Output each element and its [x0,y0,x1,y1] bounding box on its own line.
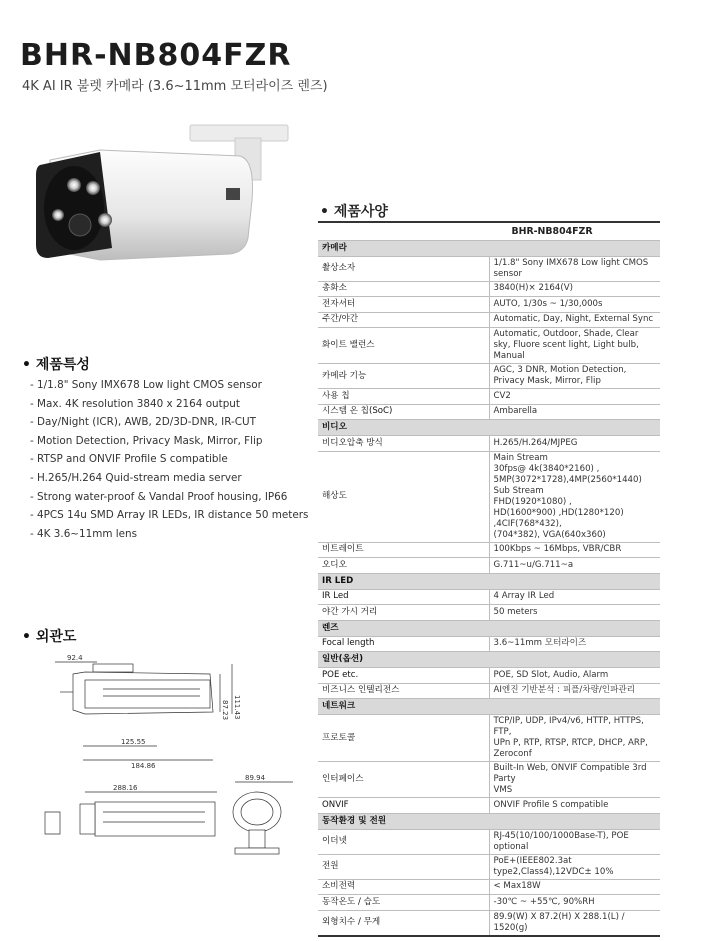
spec-category-row [318,620,660,636]
spec-value: Main Stream 30fps@ 4k(3840*2160) , 5MP(3072*1728),4MP(2560*1440) Sub Stream FHD(1920*1080) , HD(1600*900) ,HD(1280*120) ,4CIF(768*432), (704*382), VGA(640x360) [489,451,660,542]
spec-value: 4 Array IR Led [489,589,660,605]
spec-model-name: BHR-NB804FZR [318,222,660,240]
spec-category-row [318,573,660,589]
spec-value: RJ-45(10/100/1000Base-T), POE optional [489,829,660,854]
dimensions-heading: • 외관도 [22,629,77,645]
spec-value: H.265/H.264/MJPEG [489,436,660,452]
dim-label: 184.86 [131,762,156,770]
spec-row [318,312,660,328]
spec-key: 외형치수 / 무게 [318,910,489,936]
feature-item: - H.265/H.264 Quid-stream media server [30,471,242,484]
spec-value: POE, SD Slot, Audio, Alarm [489,668,660,684]
spec-category-label: 렌즈 [318,620,660,636]
spec-key: 동작온도 / 습도 [318,895,489,911]
spec-key: 해상도 [318,451,489,542]
spec-key: 주간/야간 [318,312,489,328]
spec-row [318,879,660,895]
spec-category-row [318,652,660,668]
camera-product-image [30,120,300,270]
spec-model-row [318,222,660,240]
spec-row [318,297,660,313]
dim-label: 111.43 [233,695,241,720]
feature-item: - 4PCS 14u SMD Array IR LEDs, IR distance 50 meters [30,509,309,522]
spec-row [318,854,660,879]
spec-key: 전원 [318,854,489,879]
spec-row [318,605,660,621]
spec-key: 총화소 [318,281,489,297]
spec-key: 비즈니스 인텔리전스 [318,683,489,699]
spec-key: IR Led [318,589,489,605]
spec-key: ONVIF [318,798,489,814]
spec-key: 시스템 온 칩(SoC) [318,404,489,420]
spec-category-row [318,699,660,715]
spec-row [318,715,660,762]
spec-row [318,364,660,389]
spec-key: 카메라 기능 [318,364,489,389]
dim-label: 288.16 [113,784,138,792]
spec-row [318,256,660,281]
spec-key: 오디오 [318,558,489,574]
spec-value: Ambarella [489,404,660,420]
spec-value: -30℃ ~ +55℃, 90%RH [489,895,660,911]
feature-item: - RTSP and ONVIF Profile S compatible [30,453,228,466]
spec-key: 비디오압축 방식 [318,436,489,452]
features-list [30,376,308,543]
spec-category-label: IR LED [318,573,660,589]
spec-row [318,404,660,420]
feature-item: - 4K 3.6~11mm lens [30,527,138,540]
spec-category-row [318,813,660,829]
spec-key: 비트레이트 [318,542,489,558]
spec-key: 화이트 밸런스 [318,328,489,364]
product-subtitle: 4K AI IR 불렛 카메라 (3.6~11mm 모터라이즈 렌즈) [22,79,328,94]
spec-value: ONVIF Profile S compatible [489,798,660,814]
spec-key: 이더넷 [318,829,489,854]
feature-item: - Motion Detection, Privacy Mask, Mirror, Flip [30,434,263,447]
spec-row [318,436,660,452]
spec-row [318,895,660,911]
spec-row [318,636,660,652]
spec-value: Built-In Web, ONVIF Compatible 3rd Party VMS [489,762,660,798]
spec-category-label: 카메라 [318,240,660,256]
spec-value: G.711~u/G.711~a [489,558,660,574]
spec-key: 야간 가시 거리 [318,605,489,621]
spec-key: 전자셔터 [318,297,489,313]
spec-key: 인터페이스 [318,762,489,798]
feature-item: - Day/Night (ICR), AWB, 2D/3D-DNR, IR-CUT [30,416,256,429]
spec-key: Focal length [318,636,489,652]
feature-item: - Max. 4K resolution 3840 x 2164 output [30,397,240,410]
spec-value: AI엔진 기반분석 : 피플/차량/인파관리 [489,683,660,699]
spec-row [318,683,660,699]
dim-label: 92.4 [67,654,83,662]
spec-key: 사용 칩 [318,389,489,405]
spec-row [318,668,660,684]
spec-category-row [318,240,660,256]
spec-value: AGC, 3 DNR, Motion Detection, Privacy Mask, Mirror, Flip [489,364,660,389]
spec-value: AUTO, 1/30s ~ 1/30,000s [489,297,660,313]
spec-category-label: 일반(옵션) [318,652,660,668]
spec-row [318,910,660,936]
spec-key: 소비전력 [318,879,489,895]
spec-row [318,558,660,574]
spec-row [318,389,660,405]
dimension-drawing [25,652,300,862]
spec-category-row [318,420,660,436]
spec-heading: • 제품사양 [320,204,388,220]
spec-value: Automatic, Outdoor, Shade, Clear sky, Fluore scent light, Light bulb, Manual [489,328,660,364]
dim-label: 125.55 [121,738,146,746]
spec-category-label: 동작환경 및 전원 [318,813,660,829]
spec-key: POE etc. [318,668,489,684]
spec-value: 89.9(W) X 87.2(H) X 288.1(L) / 1520(g) [489,910,660,936]
spec-row [318,281,660,297]
spec-table [318,221,660,937]
feature-item: - 1/1.8" Sony IMX678 Low light CMOS sensor [30,379,262,391]
spec-row [318,451,660,542]
spec-value: < Max18W [489,879,660,895]
dim-label: 87.23 [221,700,229,721]
spec-row [318,328,660,364]
spec-value: PoE+(IEEE802.3at type2,Class4),12VDC± 10% [489,854,660,879]
spec-value: 3.6~11mm 모터라이즈 [489,636,660,652]
spec-value: 50 meters [489,605,660,621]
spec-category-label: 네트워크 [318,699,660,715]
spec-category-label: 비디오 [318,420,660,436]
spec-row [318,762,660,798]
spec-row [318,829,660,854]
spec-row [318,589,660,605]
spec-value: 1/1.8" Sony IMX678 Low light CMOS sensor [489,256,660,281]
spec-row [318,542,660,558]
dim-label: 89.94 [245,774,266,782]
spec-value: 3840(H)× 2164(V) [489,281,660,297]
spec-value: 100Kbps ~ 16Mbps, VBR/CBR [489,542,660,558]
spec-value: TCP/IP, UDP, IPv4/v6, HTTP, HTTPS, FTP, UPn P, RTP, RTSP, RTCP, DHCP, ARP, Zeroconf [489,715,660,762]
features-heading: • 제품특성 [22,357,90,373]
spec-value: CV2 [489,389,660,405]
spec-row [318,798,660,814]
spec-key: 프로토콜 [318,715,489,762]
feature-item: - Strong water-proof & Vandal Proof housing, IP66 [30,490,288,503]
spec-value: Automatic, Day, Night, External Sync [489,312,660,328]
product-title: BHR-NB804FZR [20,38,292,73]
spec-key: 촬상소자 [318,256,489,281]
